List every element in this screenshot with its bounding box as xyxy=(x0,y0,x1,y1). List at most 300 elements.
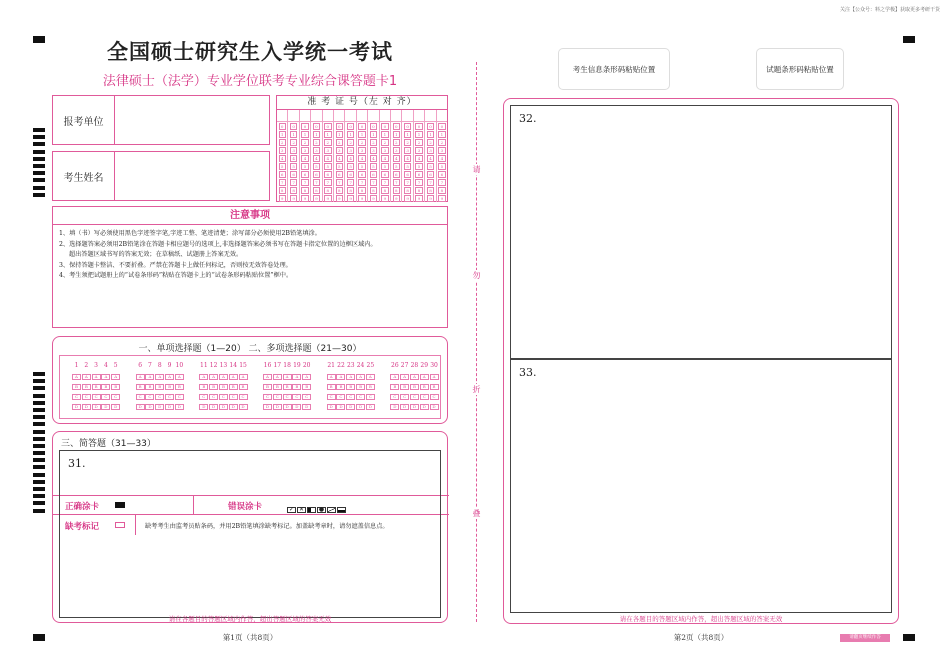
option-bubble[interactable]: C xyxy=(346,394,355,400)
option-bubble[interactable]: B xyxy=(229,384,238,390)
option-bubble[interactable]: C xyxy=(430,394,439,400)
exam-digit-write-cell[interactable] xyxy=(300,110,310,122)
exam-digit-bubble[interactable]: 2 xyxy=(393,139,400,146)
exam-digit-bubble[interactable]: 5 xyxy=(404,163,411,170)
exam-digit-bubble[interactable]: 6 xyxy=(301,171,308,178)
exam-digit-bubble[interactable]: 2 xyxy=(336,139,343,146)
exam-digit-bubble[interactable]: 0 xyxy=(370,123,377,130)
exam-digit-bubble[interactable]: 5 xyxy=(427,163,434,170)
exam-digit-bubble[interactable]: 7 xyxy=(370,179,377,186)
exam-digit-bubble[interactable]: 9 xyxy=(381,195,388,202)
exam-digit-bubble[interactable]: 0 xyxy=(324,123,331,130)
option-bubble[interactable]: B xyxy=(263,384,272,390)
name-input[interactable] xyxy=(115,152,269,200)
exam-digit-bubble[interactable]: 4 xyxy=(415,155,422,162)
exam-digit-bubble[interactable]: 0 xyxy=(279,123,286,130)
option-bubble[interactable]: B xyxy=(175,384,184,390)
exam-digit-bubble[interactable]: 6 xyxy=(347,171,354,178)
option-bubble[interactable]: B xyxy=(327,384,336,390)
exam-digit-bubble[interactable]: 1 xyxy=(301,131,308,138)
option-bubble[interactable]: A xyxy=(273,374,282,380)
exam-digit-bubble[interactable]: 5 xyxy=(438,163,445,170)
option-bubble[interactable]: A xyxy=(165,374,174,380)
exam-digit-bubble[interactable]: 5 xyxy=(381,163,388,170)
exam-digit-bubble[interactable]: 0 xyxy=(427,123,434,130)
option-bubble[interactable]: D xyxy=(283,404,292,410)
option-bubble[interactable]: D xyxy=(136,404,145,410)
exam-digit-bubble[interactable]: 9 xyxy=(393,195,400,202)
option-bubble[interactable]: C xyxy=(410,394,419,400)
option-bubble[interactable]: C xyxy=(273,394,282,400)
option-bubble[interactable]: D xyxy=(82,404,91,410)
option-bubble[interactable]: B xyxy=(136,384,145,390)
exam-digit-write-cell[interactable] xyxy=(357,110,367,122)
option-bubble[interactable]: D xyxy=(302,404,311,410)
option-bubble[interactable]: C xyxy=(420,394,429,400)
option-bubble[interactable]: A xyxy=(356,374,365,380)
option-bubble[interactable]: A xyxy=(82,374,91,380)
exam-digit-bubble[interactable]: 3 xyxy=(324,147,331,154)
option-bubble[interactable]: A xyxy=(336,374,345,380)
answer-area-31[interactable] xyxy=(59,450,441,618)
option-bubble[interactable]: C xyxy=(82,394,91,400)
exam-digit-bubble[interactable]: 6 xyxy=(381,171,388,178)
option-bubble[interactable]: A xyxy=(199,374,208,380)
exam-digit-bubble[interactable]: 3 xyxy=(279,147,286,154)
exam-digit-bubble[interactable]: 7 xyxy=(347,179,354,186)
exam-digit-bubble[interactable]: 5 xyxy=(279,163,286,170)
exam-digit-bubble[interactable]: 4 xyxy=(301,155,308,162)
timing-mark xyxy=(33,186,45,190)
exam-digit-bubble[interactable]: 7 xyxy=(301,179,308,186)
option-bubble[interactable]: A xyxy=(92,374,101,380)
option-bubble[interactable]: D xyxy=(390,404,399,410)
option-bubble[interactable]: B xyxy=(410,384,419,390)
exam-digit-bubble[interactable]: 8 xyxy=(393,187,400,194)
option-bubble[interactable]: A xyxy=(111,374,120,380)
option-bubble[interactable]: D xyxy=(292,404,301,410)
exam-digit-bubble[interactable]: 9 xyxy=(404,195,411,202)
exam-digit-bubble[interactable]: 9 xyxy=(301,195,308,202)
option-bubble[interactable]: A xyxy=(229,374,238,380)
exam-digit-bubble[interactable]: 9 xyxy=(336,195,343,202)
exam-digit-bubble[interactable]: 1 xyxy=(358,131,365,138)
exam-digit-bubble[interactable]: 7 xyxy=(427,179,434,186)
option-bubble[interactable]: B xyxy=(292,384,301,390)
exam-digit-bubble[interactable]: 9 xyxy=(279,195,286,202)
exam-digit-bubble[interactable]: 1 xyxy=(404,131,411,138)
exam-digit-bubble[interactable]: 6 xyxy=(370,171,377,178)
option-bubble[interactable]: C xyxy=(209,394,218,400)
option-bubble[interactable]: D xyxy=(101,404,110,410)
exam-digit-bubble[interactable]: 2 xyxy=(358,139,365,146)
exam-digit-bubble[interactable]: 8 xyxy=(336,187,343,194)
option-bubble[interactable]: C xyxy=(327,394,336,400)
exam-number-column xyxy=(311,110,322,202)
option-bubble[interactable]: B xyxy=(390,384,399,390)
exam-digit-bubble[interactable]: 1 xyxy=(290,131,297,138)
option-bubble[interactable]: B xyxy=(145,384,154,390)
exam-digit-write-cell[interactable] xyxy=(311,110,321,122)
exam-digit-bubble[interactable]: 5 xyxy=(393,163,400,170)
option-bubble[interactable]: A xyxy=(175,374,184,380)
exam-digit-bubble[interactable]: 1 xyxy=(279,131,286,138)
exam-digit-bubble[interactable]: 6 xyxy=(279,171,286,178)
exam-digit-bubble[interactable]: 7 xyxy=(393,179,400,186)
exam-digit-bubble[interactable]: 9 xyxy=(290,195,297,202)
option-bubble[interactable]: C xyxy=(72,394,81,400)
exam-digit-bubble[interactable]: 9 xyxy=(438,195,445,202)
option-bubble[interactable]: C xyxy=(219,394,228,400)
option-bubble[interactable]: D xyxy=(229,404,238,410)
option-bubble[interactable]: C xyxy=(165,394,174,400)
option-bubble[interactable]: B xyxy=(239,384,248,390)
option-bubble[interactable]: D xyxy=(72,404,81,410)
option-bubble[interactable]: B xyxy=(155,384,164,390)
exam-digit-bubble[interactable]: 6 xyxy=(393,171,400,178)
exam-digit-bubble[interactable]: 1 xyxy=(415,131,422,138)
option-bubble[interactable]: C xyxy=(302,394,311,400)
exam-digit-write-cell[interactable] xyxy=(380,110,390,122)
option-bubble[interactable]: B xyxy=(199,384,208,390)
exam-digit-bubble[interactable]: 5 xyxy=(358,163,365,170)
option-bubble[interactable]: C xyxy=(336,394,345,400)
exam-digit-bubble[interactable]: 5 xyxy=(415,163,422,170)
option-bubble[interactable]: A xyxy=(101,374,110,380)
exam-digit-write-cell[interactable] xyxy=(277,110,287,122)
exam-digit-bubble[interactable]: 7 xyxy=(290,179,297,186)
option-bubble[interactable]: D xyxy=(273,404,282,410)
option-bubble[interactable]: A xyxy=(302,374,311,380)
exam-digit-bubble[interactable]: 8 xyxy=(415,187,422,194)
exam-digit-bubble[interactable]: 5 xyxy=(324,163,331,170)
exam-digit-bubble[interactable]: 8 xyxy=(381,187,388,194)
exam-digit-bubble[interactable]: 3 xyxy=(404,147,411,154)
exam-digit-bubble[interactable]: 8 xyxy=(290,187,297,194)
exam-digit-bubble[interactable]: 2 xyxy=(347,139,354,146)
exam-digit-bubble[interactable]: 6 xyxy=(415,171,422,178)
option-bubble[interactable]: D xyxy=(155,404,164,410)
exam-digit-write-cell[interactable] xyxy=(345,110,355,122)
option-bubble[interactable]: A xyxy=(239,374,248,380)
exam-digit-bubble[interactable]: 2 xyxy=(370,139,377,146)
exam-digit-bubble[interactable]: 4 xyxy=(438,155,445,162)
exam-digit-bubble[interactable]: 1 xyxy=(370,131,377,138)
exam-digit-bubble[interactable]: 1 xyxy=(393,131,400,138)
option-bubble[interactable]: B xyxy=(165,384,174,390)
exam-digit-bubble[interactable]: 3 xyxy=(427,147,434,154)
exam-digit-bubble[interactable]: 3 xyxy=(290,147,297,154)
exam-digit-bubble[interactable]: 3 xyxy=(313,147,320,154)
exam-digit-bubble[interactable]: 7 xyxy=(381,179,388,186)
option-bubble[interactable]: D xyxy=(430,404,439,410)
option-bubble[interactable]: B xyxy=(346,384,355,390)
option-bubble[interactable]: C xyxy=(155,394,164,400)
exam-digit-bubble[interactable]: 6 xyxy=(427,171,434,178)
exam-digit-bubble[interactable]: 0 xyxy=(301,123,308,130)
exam-digit-bubble[interactable]: 4 xyxy=(313,155,320,162)
exam-digit-bubble[interactable]: 9 xyxy=(324,195,331,202)
option-bubble[interactable]: A xyxy=(430,374,439,380)
exam-digit-write-cell[interactable] xyxy=(391,110,401,122)
option-bubble[interactable]: B xyxy=(82,384,91,390)
option-bubble[interactable]: D xyxy=(346,404,355,410)
option-bubble[interactable]: B xyxy=(92,384,101,390)
option-bubble[interactable]: B xyxy=(111,384,120,390)
option-bubble[interactable]: C xyxy=(92,394,101,400)
option-bubble[interactable]: A xyxy=(410,374,419,380)
exam-digit-bubble[interactable]: 6 xyxy=(336,171,343,178)
exam-digit-bubble[interactable]: 2 xyxy=(324,139,331,146)
exam-digit-bubble[interactable]: 0 xyxy=(290,123,297,130)
exam-digit-bubble[interactable]: 9 xyxy=(427,195,434,202)
option-bubble[interactable]: C xyxy=(239,394,248,400)
exam-digit-bubble[interactable]: 5 xyxy=(301,163,308,170)
exam-digit-bubble[interactable]: 2 xyxy=(415,139,422,146)
option-bubble[interactable]: D xyxy=(199,404,208,410)
option-bubble[interactable]: D xyxy=(410,404,419,410)
exam-digit-bubble[interactable]: 0 xyxy=(415,123,422,130)
exam-digit-write-cell[interactable] xyxy=(368,110,378,122)
option-bubble[interactable]: C xyxy=(175,394,184,400)
exam-digit-write-cell[interactable] xyxy=(402,110,412,122)
exam-digit-bubble[interactable]: 1 xyxy=(438,131,445,138)
exam-digit-bubble[interactable]: 4 xyxy=(358,155,365,162)
exam-digit-bubble[interactable]: 4 xyxy=(347,155,354,162)
option-bubble[interactable]: A xyxy=(327,374,336,380)
unit-input[interactable] xyxy=(115,96,269,144)
exam-digit-bubble[interactable]: 6 xyxy=(324,171,331,178)
exam-digit-bubble[interactable]: 5 xyxy=(370,163,377,170)
exam-digit-bubble[interactable]: 0 xyxy=(347,123,354,130)
exam-digit-bubble[interactable]: 2 xyxy=(404,139,411,146)
option-bubble[interactable]: C xyxy=(292,394,301,400)
exam-digit-bubble[interactable]: 0 xyxy=(393,123,400,130)
exam-digit-bubble[interactable]: 4 xyxy=(404,155,411,162)
exam-digit-bubble[interactable]: 4 xyxy=(336,155,343,162)
exam-digit-bubble[interactable]: 1 xyxy=(381,131,388,138)
exam-digit-bubble[interactable]: 6 xyxy=(290,171,297,178)
option-bubble[interactable]: D xyxy=(145,404,154,410)
question-number-label: 23 xyxy=(346,362,355,369)
answer-area-32[interactable] xyxy=(510,105,892,359)
exam-digit-bubble[interactable]: 8 xyxy=(370,187,377,194)
exam-digit-bubble[interactable]: 3 xyxy=(415,147,422,154)
exam-digit-bubble[interactable]: 8 xyxy=(347,187,354,194)
exam-digit-bubble[interactable]: 7 xyxy=(336,179,343,186)
option-bubble[interactable]: D xyxy=(111,404,120,410)
exam-digit-bubble[interactable]: 2 xyxy=(427,139,434,146)
exam-digit-bubble[interactable]: 1 xyxy=(347,131,354,138)
option-bubble[interactable]: A xyxy=(263,374,272,380)
exam-digit-bubble[interactable]: 4 xyxy=(427,155,434,162)
exam-digit-bubble[interactable]: 7 xyxy=(313,179,320,186)
option-bubble[interactable]: D xyxy=(263,404,272,410)
option-bubble[interactable]: C xyxy=(111,394,120,400)
option-bubble[interactable]: A xyxy=(283,374,292,380)
option-bubble[interactable]: A xyxy=(136,374,145,380)
exam-digit-bubble[interactable]: 8 xyxy=(404,187,411,194)
question-number-label: 8 xyxy=(157,362,162,369)
option-bubble[interactable]: D xyxy=(219,404,228,410)
exam-digit-bubble[interactable]: 5 xyxy=(336,163,343,170)
option-bubble[interactable]: B xyxy=(302,384,311,390)
exam-digit-bubble[interactable]: 3 xyxy=(336,147,343,154)
option-bubble[interactable]: C xyxy=(101,394,110,400)
exam-digit-bubble[interactable]: 5 xyxy=(347,163,354,170)
option-bubble[interactable]: D xyxy=(400,404,409,410)
exam-digit-bubble[interactable]: 8 xyxy=(313,187,320,194)
option-bubble[interactable]: C xyxy=(263,394,272,400)
exam-digit-bubble[interactable]: 2 xyxy=(279,139,286,146)
exam-digit-bubble[interactable]: 3 xyxy=(370,147,377,154)
option-bubble[interactable]: C xyxy=(400,394,409,400)
option-bubble[interactable]: D xyxy=(356,404,365,410)
exam-digit-write-cell[interactable] xyxy=(414,110,424,122)
exam-digit-bubble[interactable]: 2 xyxy=(313,139,320,146)
exam-digit-bubble[interactable]: 6 xyxy=(438,171,445,178)
option-bubble[interactable]: A xyxy=(292,374,301,380)
exam-digit-bubble[interactable]: 8 xyxy=(301,187,308,194)
exam-digit-bubble[interactable]: 6 xyxy=(358,171,365,178)
exam-digit-bubble[interactable]: 0 xyxy=(336,123,343,130)
option-bubble[interactable]: B xyxy=(356,384,365,390)
unit-label: 报考单位 xyxy=(53,96,115,144)
exam-digit-bubble[interactable]: 2 xyxy=(290,139,297,146)
exam-digit-bubble[interactable]: 8 xyxy=(358,187,365,194)
option-bubble[interactable]: D xyxy=(327,404,336,410)
option-bubble[interactable]: B xyxy=(219,384,228,390)
option-bubble[interactable]: C xyxy=(283,394,292,400)
option-bubble[interactable]: A xyxy=(72,374,81,380)
exam-digit-bubble[interactable]: 1 xyxy=(427,131,434,138)
option-bubble[interactable]: D xyxy=(336,404,345,410)
option-bubble[interactable]: C xyxy=(356,394,365,400)
exam-digit-bubble[interactable]: 8 xyxy=(324,187,331,194)
answer-area-33[interactable] xyxy=(510,359,892,613)
option-bubble[interactable]: A xyxy=(346,374,355,380)
exam-digit-bubble[interactable]: 8 xyxy=(438,187,445,194)
option-bubble[interactable]: B xyxy=(420,384,429,390)
option-bubble[interactable]: A xyxy=(155,374,164,380)
exam-digit-write-cell[interactable] xyxy=(288,110,298,122)
exam-digit-bubble[interactable]: 2 xyxy=(301,139,308,146)
exam-digit-bubble[interactable]: 5 xyxy=(290,163,297,170)
exam-digit-bubble[interactable]: 9 xyxy=(370,195,377,202)
option-bubble[interactable]: B xyxy=(366,384,375,390)
exam-digit-bubble[interactable]: 0 xyxy=(381,123,388,130)
short-answer-section xyxy=(52,431,448,623)
option-bubble[interactable]: D xyxy=(366,404,375,410)
option-bubble[interactable]: D xyxy=(92,404,101,410)
option-bubble[interactable]: B xyxy=(209,384,218,390)
question-number-label: 17 xyxy=(273,362,282,369)
option-bubble[interactable]: C xyxy=(199,394,208,400)
exam-digit-bubble[interactable]: 0 xyxy=(358,123,365,130)
option-bubble[interactable]: B xyxy=(430,384,439,390)
option-bubble[interactable]: C xyxy=(366,394,375,400)
exam-digit-bubble[interactable]: 7 xyxy=(404,179,411,186)
exam-digit-bubble[interactable]: 4 xyxy=(393,155,400,162)
option-bubble[interactable]: D xyxy=(239,404,248,410)
exam-digit-bubble[interactable]: 6 xyxy=(404,171,411,178)
exam-digit-bubble[interactable]: 6 xyxy=(313,171,320,178)
exam-digit-write-cell[interactable] xyxy=(437,110,447,122)
exam-digit-bubble[interactable]: 5 xyxy=(313,163,320,170)
exam-digit-bubble[interactable]: 3 xyxy=(301,147,308,154)
option-bubble[interactable]: B xyxy=(400,384,409,390)
exam-digit-write-cell[interactable] xyxy=(323,110,333,122)
exam-digit-write-cell[interactable] xyxy=(334,110,344,122)
exam-digit-bubble[interactable]: 9 xyxy=(347,195,354,202)
exam-digit-bubble[interactable]: 4 xyxy=(279,155,286,162)
option-bubble[interactable]: A xyxy=(390,374,399,380)
exam-digit-bubble[interactable]: 2 xyxy=(438,139,445,146)
option-bubble[interactable]: C xyxy=(229,394,238,400)
exam-digit-bubble[interactable]: 9 xyxy=(358,195,365,202)
exam-digit-bubble[interactable]: 4 xyxy=(370,155,377,162)
exam-digit-bubble[interactable]: 3 xyxy=(381,147,388,154)
exam-digit-bubble[interactable]: 3 xyxy=(438,147,445,154)
option-bubble[interactable]: D xyxy=(175,404,184,410)
exam-digit-bubble[interactable]: 7 xyxy=(279,179,286,186)
option-bubble[interactable]: A xyxy=(366,374,375,380)
exam-digit-bubble[interactable]: 1 xyxy=(324,131,331,138)
exam-digit-bubble[interactable]: 0 xyxy=(404,123,411,130)
exam-digit-bubble[interactable]: 3 xyxy=(347,147,354,154)
exam-digit-bubble[interactable]: 3 xyxy=(393,147,400,154)
exam-digit-bubble[interactable]: 9 xyxy=(313,195,320,202)
exam-digit-bubble[interactable]: 8 xyxy=(427,187,434,194)
option-bubble[interactable]: B xyxy=(72,384,81,390)
option-bubble[interactable]: D xyxy=(165,404,174,410)
exam-digit-bubble[interactable]: 3 xyxy=(358,147,365,154)
exam-digit-write-cell[interactable] xyxy=(425,110,435,122)
option-bubble[interactable]: B xyxy=(273,384,282,390)
exam-digit-bubble[interactable]: 0 xyxy=(438,123,445,130)
option-bubble[interactable]: B xyxy=(283,384,292,390)
option-bubble[interactable]: C xyxy=(390,394,399,400)
exam-digit-bubble[interactable]: 2 xyxy=(381,139,388,146)
option-bubble[interactable]: A xyxy=(420,374,429,380)
timing-track-bottom xyxy=(33,372,45,516)
option-bubble[interactable]: D xyxy=(209,404,218,410)
option-bubble[interactable]: D xyxy=(420,404,429,410)
exam-digit-bubble[interactable]: 7 xyxy=(438,179,445,186)
exam-digit-bubble[interactable]: 7 xyxy=(415,179,422,186)
exam-digit-bubble[interactable]: 8 xyxy=(279,187,286,194)
exam-digit-bubble[interactable]: 4 xyxy=(324,155,331,162)
exam-digit-bubble[interactable]: 7 xyxy=(358,179,365,186)
option-bubble[interactable]: B xyxy=(101,384,110,390)
option-bubble[interactable]: A xyxy=(145,374,154,380)
option-bubble[interactable]: C xyxy=(145,394,154,400)
note-item: 1、填（书）写必须使用黑色字迹签字笔,字迹工整、笔迹清楚；涂写部分必须使用2B铅笔填涂。 xyxy=(59,230,321,237)
exam-digit-bubble[interactable]: 4 xyxy=(290,155,297,162)
exam-digit-bubble[interactable]: 9 xyxy=(415,195,422,202)
exam-digit-bubble[interactable]: 0 xyxy=(313,123,320,130)
option-bubble[interactable]: A xyxy=(209,374,218,380)
footer-warning-right: 请在各题目的答题区域内作答，超出答题区域的答案无效 xyxy=(619,615,783,623)
option-bubble[interactable]: B xyxy=(336,384,345,390)
exam-digit-bubble[interactable]: 1 xyxy=(336,131,343,138)
exam-digit-bubble[interactable]: 1 xyxy=(313,131,320,138)
exam-digit-bubble[interactable]: 4 xyxy=(381,155,388,162)
option-bubble[interactable]: C xyxy=(136,394,145,400)
exam-digit-bubble[interactable]: 7 xyxy=(324,179,331,186)
option-bubble[interactable]: A xyxy=(219,374,228,380)
option-bubble[interactable]: A xyxy=(400,374,409,380)
